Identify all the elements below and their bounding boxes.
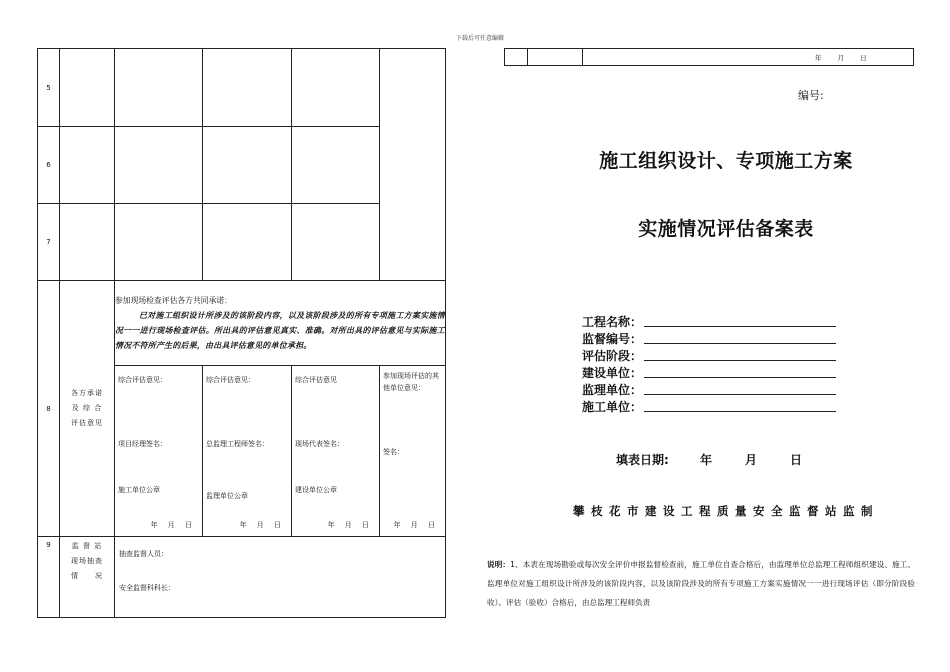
opinion-cell-owner — [292, 366, 380, 537]
signature-label: 现场代表签名： — [295, 440, 344, 448]
table-row-spot-check — [38, 537, 446, 618]
pledge-body: 已对施工组织设计所涉及的该阶段内容，以及该阶段涉及的所有专项施工方案实施情况一一进行现场检查评估。所出具的评估意见真实、准确。对所出具的评估意见与实际施工情况不符所产生的后果，由出具评估意见的单位承担。 — [115, 311, 445, 350]
strip-date: 年 月 日 — [815, 54, 867, 62]
field-blank-line — [644, 411, 836, 412]
table-row — [38, 49, 446, 127]
serial-number-label: 编号: — [798, 89, 824, 102]
table-cell — [292, 49, 380, 127]
signature-label: 总监理工程师签名： — [206, 440, 269, 448]
table-cell — [115, 49, 203, 127]
label-line: 各方承诺 — [71, 389, 103, 397]
field-label: 监督编号： — [582, 332, 643, 346]
row-number: 9 — [38, 537, 60, 618]
field-blank-line — [644, 394, 836, 395]
table-cell — [60, 127, 115, 204]
field-label: 施工单位： — [582, 400, 643, 414]
table-cell — [292, 127, 380, 204]
date-label: 年 月 日 — [239, 521, 285, 529]
field-blank-line — [644, 377, 836, 378]
opinion-cell-supervision — [203, 366, 292, 537]
table-cell — [380, 49, 446, 281]
table-cell — [203, 204, 292, 281]
row-number: 7 — [38, 204, 60, 281]
date-label: 年 月 日 — [393, 521, 439, 529]
label-line: 现场抽查 — [71, 557, 103, 565]
fill-date-year: 年 — [700, 453, 713, 467]
assessment-table — [37, 48, 446, 618]
header-note: 下载后可任意编辑 — [455, 35, 504, 42]
opinion-title: 参加现场评估的其他单位意见： — [383, 372, 439, 392]
chief-label: 安全监督科科长： — [119, 584, 175, 592]
label-line: 评估意见 — [71, 419, 103, 427]
row-number: 6 — [38, 127, 60, 204]
table-cell — [60, 204, 115, 281]
table-cell — [292, 204, 380, 281]
row-number: 5 — [38, 49, 60, 127]
field-label: 建设单位： — [582, 366, 643, 380]
pledge-cell — [115, 281, 446, 366]
field-blank-line — [644, 343, 836, 344]
table-cell — [505, 49, 528, 65]
page-title-line2: 实施情况评估备案表 — [638, 218, 814, 240]
opinion-cell-construction — [115, 366, 203, 537]
row-number: 8 — [38, 281, 60, 537]
fill-date-month: 月 — [745, 453, 758, 467]
label-line: 监 督 站 — [71, 542, 103, 550]
opinion-title: 综合评估意见： — [206, 376, 255, 384]
field-blank-line — [644, 326, 836, 327]
note-label: 说明： — [487, 560, 511, 569]
label-line: 情 况 — [71, 572, 103, 580]
table-cell — [115, 204, 203, 281]
table-cell — [115, 127, 203, 204]
label-line: 及 综 合 — [71, 404, 103, 412]
issuer-line: 攀枝花市建设工程质量安全监督站监制 — [573, 504, 879, 518]
table-cell — [203, 127, 292, 204]
date-label: 年 月 日 — [150, 521, 196, 529]
opinion-title: 综合评估意见 — [295, 376, 337, 384]
pledge-title: 参加现场检查评估各方共同承诺： — [115, 296, 232, 305]
field-blank-line — [644, 360, 836, 361]
instructions-note — [487, 555, 915, 612]
fill-date-day: 日 — [790, 453, 803, 467]
top-strip-table — [504, 48, 914, 66]
field-label: 评估阶段： — [582, 349, 643, 363]
field-label: 工程名称： — [582, 315, 643, 329]
table-row-pledge — [38, 281, 446, 366]
table-cell — [203, 49, 292, 127]
note-text: 1、本表在现场勘验或每次安全评价申报监督检查前，施工单位自查合格后，由监理单位总监理工程师组织建设、施工、监理单位对施工组织设计所涉及的该阶段内容，以及该阶段涉及的所有专项施工方案实施情况一一进行现场评估（即分阶段验收）。评估（验收）合格后，由总监理工程师负责 — [487, 560, 916, 607]
field-label: 监理单位： — [582, 383, 643, 397]
opinion-cell-other — [380, 366, 446, 537]
opinion-title: 综合评估意见： — [118, 376, 167, 384]
signature-label: 项目经理签名： — [118, 440, 167, 448]
spot-check-cell — [115, 537, 446, 618]
seal-label: 建设单位公章 — [295, 486, 337, 494]
date-label: 年 月 日 — [327, 521, 373, 529]
signature-label: 签名： — [383, 448, 404, 456]
row-label — [60, 281, 115, 537]
table-cell — [527, 49, 583, 65]
fill-date-label: 填表日期: — [616, 453, 669, 467]
seal-label: 监理单位公章 — [206, 492, 248, 500]
page-title-line1: 施工组织设计、专项施工方案 — [599, 150, 853, 172]
seal-label: 施工单位公章 — [118, 486, 160, 494]
row-label — [60, 537, 115, 618]
checker-label: 抽查监督人员： — [119, 550, 168, 558]
table-cell — [60, 49, 115, 127]
